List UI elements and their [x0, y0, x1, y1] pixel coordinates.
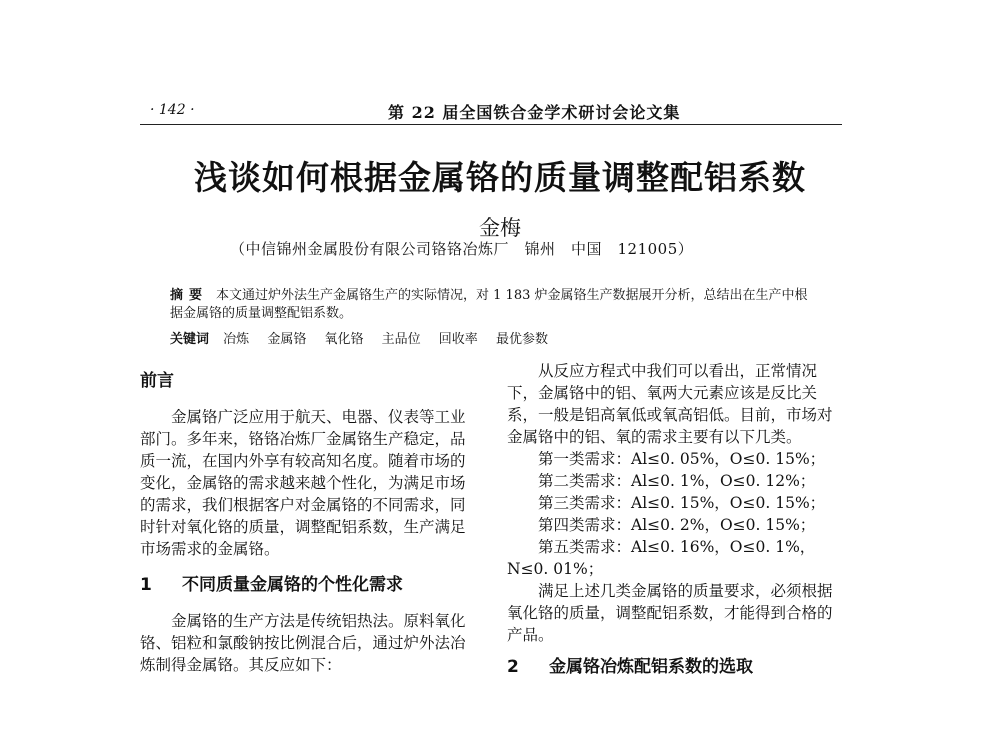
keyword: 主品位 — [381, 332, 421, 347]
keyword: 回收率 — [438, 332, 478, 347]
author-name: 金梅 — [479, 216, 521, 240]
right-paragraph-2: 满足上述几类金属铬的质量要求，必须根据氧化铬的质量，调整配铝系数，才能得到合格的产品。 — [507, 582, 833, 644]
requirement-item: 第四类需求：Al≤0. 2%，O≤0. 15%； — [538, 516, 816, 534]
journal-title: 第 22 届全国铁合金学术研讨会论文集 — [388, 103, 681, 122]
section-1-paragraph: 金属铬的生产方法是传统铝热法。原料氧化铬、铝粒和氯酸钠按比例混合后，通过炉外法冶炼制得金属铬。其反应如下： — [140, 612, 466, 674]
section-1-title: 不同质量金属铬的个性化需求 — [182, 575, 403, 595]
requirement-item: 第二类需求：Al≤0. 1%，O≤0. 12%； — [538, 472, 816, 490]
abstract-text: 本文通过炉外法生产金属铬生产的实际情况，对 1 183 炉金属铬生产数据展开分析，总结出在生产中根据金属铬的质量调整配铝系数。 — [170, 288, 808, 321]
section-2-heading — [507, 656, 837, 678]
keyword: 最优参数 — [495, 332, 548, 347]
intro-paragraph: 金属铬广泛应用于航天、电器、仪表等工业部门。多年来，铬铬冶炼厂金属铬生产稳定，品质一流，在国内外享有较高知名度。随着市场的变化，金属铬的需求越来越个性化，为满足市场的需求，我们根据客户对金属铬的不同需求，同时针对氧化铬的质量，调整配铝系数，生产满足市场需求的金属铬。 — [140, 408, 466, 558]
requirement-item: 第一类需求：Al≤0. 05%，O≤0. 15%； — [538, 450, 826, 468]
section-1-number: 1 — [140, 575, 152, 595]
paper-title: 浅谈如何根据金属铬的质量调整配铝系数 — [194, 158, 806, 197]
left-column — [140, 370, 470, 676]
page-number: · 142 · — [150, 102, 195, 118]
section-2-title: 金属铬冶炼配铝系数的选取 — [549, 657, 753, 677]
requirement-item: 第五类需求：Al≤0. 16%，O≤0. 1%，N≤0. 01%； — [507, 538, 816, 578]
header-rule — [140, 124, 842, 125]
right-paragraph-1: 从反应方程式中我们可以看出，正常情况下，金属铬中的铝、氧两大元素应该是反比关系，一般是铝高氧低或氧高铝低。目前，市场对金属铬中的铝、氧的需求主要有以下几类。 — [507, 362, 833, 446]
running-header — [150, 100, 840, 122]
keywords — [170, 328, 562, 347]
abstract — [170, 287, 810, 323]
requirement-item: 第三类需求：Al≤0. 15%，O≤0. 15%； — [538, 494, 826, 512]
keywords-label: 关键词 — [170, 332, 210, 347]
right-column — [507, 360, 837, 678]
intro-heading: 前言 — [140, 371, 174, 391]
affiliation: （中信锦州金属股份有限公司铬铬冶炼厂 锦州 中国 121005） — [230, 240, 694, 258]
keyword: 金属铬 — [267, 332, 307, 347]
abstract-label: 摘要 — [170, 288, 209, 303]
section-1-heading — [140, 574, 470, 596]
keyword: 冶炼 — [223, 332, 250, 347]
section-2-number: 2 — [507, 657, 519, 677]
keyword: 氧化铬 — [324, 332, 364, 347]
